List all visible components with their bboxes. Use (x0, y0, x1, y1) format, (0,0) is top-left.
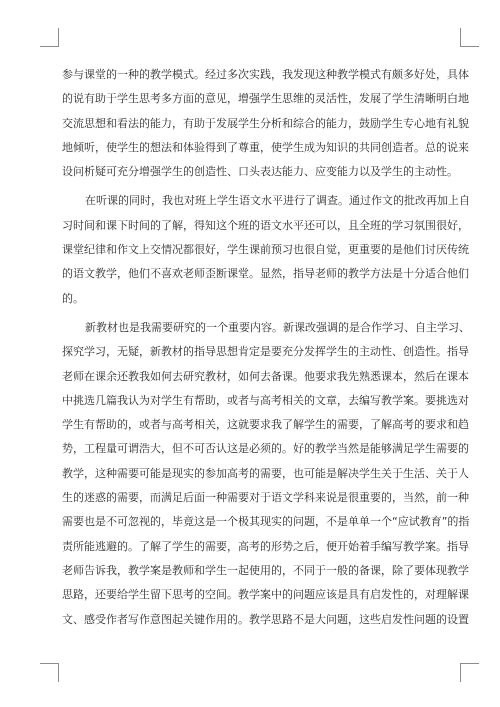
text-line: 设问析疑可充分增强学生的创造性、口头表达能力、应变能力以及学生的主动性。 (62, 165, 458, 179)
text-line: 文、感受作者写作意图起关键作用的。教学思路不是大问题，这些启发性问题的设置 (62, 612, 469, 626)
paragraph-2 (62, 189, 470, 310)
text-line: 课堂纪律和作文上交情况都很好，学生课前预习也很自觉，更重要的是他们讨厌传统 (62, 243, 469, 257)
text-line: 责所能逃避的。了解了学生的需要，高考的形势之后，便开始着手编写教学案。指导 (62, 539, 469, 553)
text-line: 习时间和课下时间的了解，得知这个班的语文水平还可以，且全班的学习氛围很好， (62, 218, 469, 232)
text-line: 思路，还要给学生留下思考的空间。教学案中的问题应该是具有启发性的，对理解课 (62, 588, 469, 602)
text-line: 生的迷惑的需要，而满足后面一种需要对于语文学科来说是很重要的，当然，前一种 (62, 491, 469, 505)
text-line: 的语文教学，他们不喜欢老师歪断课堂。显然，指导老师的教学方法是十分适合他们 (62, 267, 469, 281)
text-line: 老师在课余还教我如何去研究教材，如何去备课。他要求我先熟悉课本，然后在课本 (62, 369, 469, 383)
text-line: 新教材也是我需要研究的一个重要内容。新课改强调的是合作学习、自主学习、 (85, 320, 470, 334)
paragraph-1 (62, 63, 469, 184)
crop-mark-bottom-left (40, 663, 59, 682)
crop-mark-bottom-right (460, 663, 479, 682)
text-line: 需要也是不可忽视的，毕竟这是一个极其现实的问题，不是单单一个“应试教育”的指 (62, 515, 470, 529)
text-line: 的。 (62, 291, 84, 305)
text-line: 学生有帮助的，或者与高考相关，这就要求我了解学生的需要，了解高考的要求和趋 (62, 418, 469, 432)
text-line: 探究学习，无疑，新教材的指导思想肯定是要充分发挥学生的主动性、创造性。指导 (62, 345, 469, 359)
text-line: 教学，这种需要可能是现实的参加高考的需要，也可能是解决学生关于生活、关于人 (62, 466, 469, 480)
text-line: 参与课堂的一种的教学模式。经过多次实践，我发现这种教学模式有颇多好处，具体 (62, 68, 469, 81)
text-line: 在听课的同时，我也对班上学生语文水平进行了调查。通过作文的批改再加上自 (85, 194, 470, 208)
text-line: 交流思想和看法的能力，有助于发展学生分析和综合的能力，鼓励学生专心地有礼貌 (62, 116, 469, 130)
text-line: 地倾听，使学生的想法和体验得到了尊重，使学生成为知识的共同创造者。总的说来 (62, 140, 469, 154)
text-line: 中挑选几篇我认为对学生有帮助，或者与高考相关的文章，去编写教学案。要挑选对 (62, 393, 469, 407)
text-line: 的说有助于学生思考多方面的意见，增强学生思维的灵活性，发展了学生清晰明白地 (62, 92, 469, 106)
text-line: 老师告诉我，教学案是教师和学生一起使用的，不同于一般的备课，除了要体现教学 (62, 563, 469, 577)
crop-mark-top-right (460, 28, 479, 47)
paragraph-3 (62, 316, 470, 632)
text-line: 势，工程量可谓浩大，但不可否认这是必须的。好的教学当然是能够满足学生需要的 (62, 442, 469, 456)
crop-mark-top-left (40, 28, 59, 47)
document-body (62, 63, 470, 632)
